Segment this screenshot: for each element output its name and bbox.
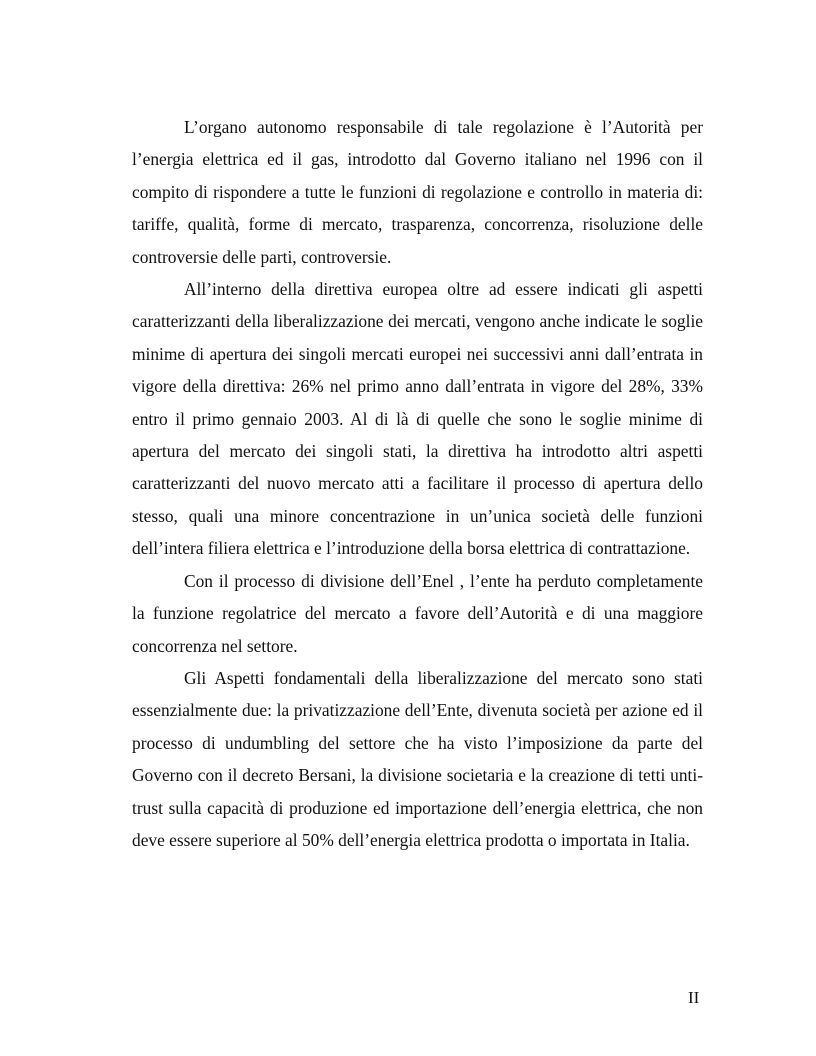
body-text <box>132 111 703 856</box>
paragraph-3: Con il processo di divisione dell’Enel , l’ente ha perduto completamente la funzione regolatrice del mercato a favore dell’Autorità e di una maggiore concorrenza nel settore. <box>132 570 703 656</box>
paragraph-1: L’organo autonomo responsabile di tale regolazione è l’Autorità per l’energia elettrica ed il gas, introdotto dal Governo italiano nel 1996 con il compito di rispondere a tutte le funzioni di regolazione e controllo in materia di: tariffe, qualità, forme di mercato, trasparenza, concorrenza, risoluzione delle controversie delle parti, controversie. <box>132 117 703 267</box>
page-number: II <box>688 988 700 1007</box>
paragraph-2: All’interno della direttiva europea oltre ad essere indicati gli aspetti caratterizzanti della liberalizzazione dei mercati, vengono anche indicate le soglie minime di apertura dei singoli mercati europei nei successivi anni dall’entrata in vigore della direttiva: 26% nel primo anno dall’entrata in vigore del 28%, 33% entro il primo gennaio 2003. Al di là di quelle che sono le soglie minime di apertura del mercato dei singoli stati, la direttiva ha introdotto altri aspetti caratterizzanti del nuovo mercato atti a facilitare il processo di apertura dello stesso, quali una minore concentrazione in un’unica società delle funzioni dell’intera filiera elettrica e l’introduzione della borsa elettrica di contrattazione. <box>132 279 703 559</box>
paragraph-4: Gli Aspetti fondamentali della liberalizzazione del mercato sono stati essenzialmente due: la privatizzazione dell’Ente, divenuta società per azione ed il processo di undumbling del settore che ha visto l’imposizione da parte del Governo con il decreto Bersani, la divisione societaria e la creazione di tetti unti-trust sulla capacità di produzione ed importazione dell’energia elettrica, che non deve essere superiore al 50% dell’energia elettrica prodotta o importata in Italia. <box>132 667 703 850</box>
